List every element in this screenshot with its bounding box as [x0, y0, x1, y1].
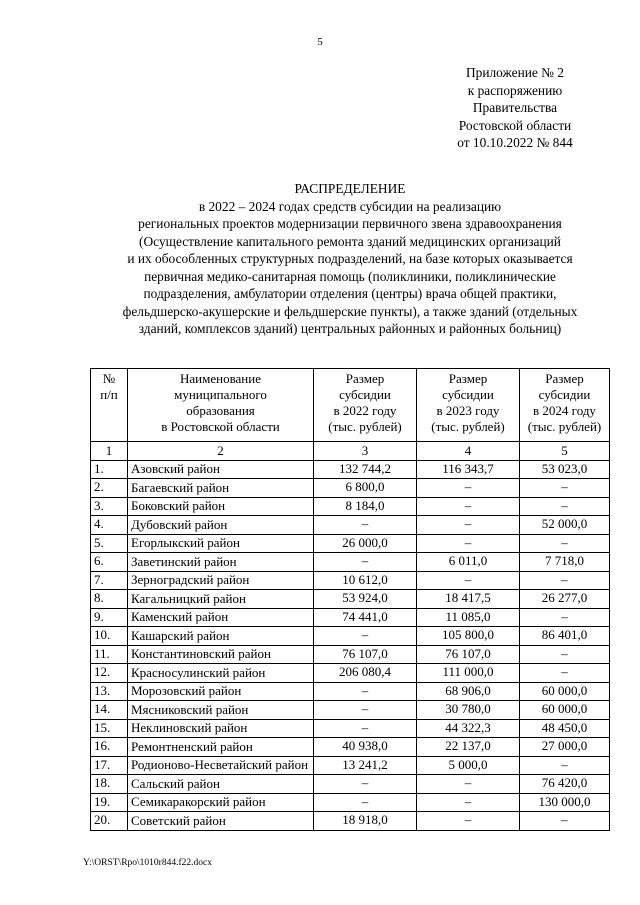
table-row: [91, 664, 610, 683]
subsidy-2024: –: [520, 664, 610, 683]
row-number: 13.: [91, 682, 128, 701]
table-row: [91, 719, 610, 738]
subsidy-2022: –: [314, 627, 417, 646]
appendix-line: от 10.10.2022 № 844: [457, 135, 573, 150]
subsidy-2023: 22 137,0: [417, 738, 520, 757]
subsidy-2023: –: [417, 775, 520, 794]
page-number: 5: [317, 36, 323, 48]
municipality-name: Заветинский район: [128, 553, 314, 572]
municipality-name: Азовский район: [128, 460, 314, 479]
subsidy-2024: –: [520, 756, 610, 775]
subsidy-2022: 132 744,2: [314, 460, 417, 479]
appendix-line: Ростовской области: [458, 117, 572, 133]
subsidy-2023: –: [417, 812, 520, 831]
subsidy-table: [90, 368, 610, 831]
header-cell-number: № п/п: [91, 369, 128, 442]
subsidy-2023: 44 322,3: [417, 719, 520, 738]
municipality-name: Сальский район: [128, 775, 314, 794]
subsidy-2023: –: [417, 793, 520, 812]
title-line: в 2022 – 2024 годах средств субсидии на реализацию: [198, 198, 502, 214]
municipality-name: Константиновский район: [128, 645, 314, 664]
appendix-line: Правительства: [472, 100, 558, 115]
column-number-row: [91, 442, 610, 461]
row-number: 11.: [91, 645, 128, 664]
table-row: [91, 553, 610, 572]
table-row: [91, 479, 610, 498]
table-row: [91, 793, 610, 812]
subsidy-2024: 7 718,0: [520, 553, 610, 572]
subsidy-2022: –: [314, 701, 417, 720]
subsidy-2024: –: [520, 608, 610, 627]
table-row: [91, 775, 610, 794]
subsidy-2024: –: [520, 812, 610, 831]
subsidy-2024: 130 000,0: [520, 793, 610, 812]
title-line: (Осуществление капитального ремонта зданий медицинских организаций: [139, 233, 561, 249]
table-row: [91, 645, 610, 664]
table-row: [91, 516, 610, 535]
title-line: зданий, комплексов зданий) центральных районных и районных больниц): [138, 321, 562, 336]
row-number: 2.: [91, 479, 128, 498]
subsidy-2023: –: [417, 516, 520, 535]
file-path-footer: Y:\ORST\Rpo\1010r844.f22.docx: [83, 858, 212, 868]
table-row: [91, 590, 610, 609]
title-line: подразделения, амбулатории отделения (центры) врача общей практики,: [143, 286, 557, 301]
table-row: [91, 756, 610, 775]
table-header-row: [91, 369, 610, 442]
row-number: 16.: [91, 738, 128, 757]
subsidy-2022: 53 924,0: [314, 590, 417, 609]
subsidy-2024: –: [520, 534, 610, 553]
row-number: 3.: [91, 497, 128, 516]
table-row: [91, 534, 610, 553]
subsidy-2024: 60 000,0: [520, 701, 610, 720]
appendix-block: [430, 64, 600, 152]
subsidy-2023: 76 107,0: [417, 645, 520, 664]
subsidy-2024: 48 450,0: [520, 719, 610, 738]
municipality-name: Кагальницкий район: [128, 590, 314, 609]
row-number: 1.: [91, 460, 128, 479]
row-number: 10.: [91, 627, 128, 646]
row-number: 15.: [91, 719, 128, 738]
subsidy-2023: 18 417,5: [417, 590, 520, 609]
subsidy-2023: 11 085,0: [417, 608, 520, 627]
subsidy-2024: –: [520, 571, 610, 590]
municipality-name: Родионово-Несветайский район: [128, 756, 314, 775]
table-body: [91, 460, 610, 830]
subsidy-2022: 18 918,0: [314, 812, 417, 831]
row-number: 17.: [91, 756, 128, 775]
table-row: [91, 738, 610, 757]
column-number: 5: [520, 442, 610, 461]
title-line: и их обособленных структурных подразделений, на базе которых оказывается: [127, 251, 573, 266]
subsidy-2022: –: [314, 553, 417, 572]
document-title: [70, 180, 630, 338]
subsidy-2024: 52 000,0: [520, 516, 610, 535]
table-row: [91, 460, 610, 479]
subsidy-2023: –: [417, 571, 520, 590]
subsidy-2023: 116 343,7: [417, 460, 520, 479]
subsidy-2022: 40 938,0: [314, 738, 417, 757]
row-number: 12.: [91, 664, 128, 683]
table-row: [91, 701, 610, 720]
row-number: 20.: [91, 812, 128, 831]
municipality-name: Зерноградский район: [128, 571, 314, 590]
subsidy-2022: –: [314, 516, 417, 535]
appendix-line: Приложение № 2: [465, 65, 565, 80]
table-row: [91, 608, 610, 627]
title-line: первичная медико-санитарная помощь (поликлиники, поликлинические: [144, 268, 556, 284]
row-number: 6.: [91, 553, 128, 572]
municipality-name: Кашарский район: [128, 627, 314, 646]
subsidy-2023: –: [417, 497, 520, 516]
subsidy-2022: 13 241,2: [314, 756, 417, 775]
subsidy-2022: –: [314, 793, 417, 812]
subsidy-2024: 60 000,0: [520, 682, 610, 701]
subsidy-2023: 105 800,0: [417, 627, 520, 646]
municipality-name: Морозовский район: [128, 682, 314, 701]
subsidy-2022: 6 800,0: [314, 479, 417, 498]
subsidy-2022: –: [314, 775, 417, 794]
header-cell-2022: Размер субсидии в 2022 году (тыс. рублей): [314, 369, 417, 442]
subsidy-2024: –: [520, 645, 610, 664]
municipality-name: Красносулинский район: [128, 664, 314, 683]
row-number: 18.: [91, 775, 128, 794]
subsidy-2023: 5 000,0: [417, 756, 520, 775]
row-number: 5.: [91, 534, 128, 553]
table-row: [91, 497, 610, 516]
subsidy-2024: 53 023,0: [520, 460, 610, 479]
municipality-name: Каменский район: [128, 608, 314, 627]
column-number: 2: [128, 442, 314, 461]
column-number: 3: [314, 442, 417, 461]
municipality-name: Егорлыкский район: [128, 534, 314, 553]
municipality-name: Боковский район: [128, 497, 314, 516]
subsidy-2023: –: [417, 479, 520, 498]
subsidy-2024: 86 401,0: [520, 627, 610, 646]
municipality-name: Багаевский район: [128, 479, 314, 498]
title-line: региональных проектов модернизации первичного звена здравоохранения: [138, 216, 562, 231]
subsidy-2022: 8 184,0: [314, 497, 417, 516]
appendix-line: к распоряжению: [467, 82, 563, 98]
subsidy-2022: 26 000,0: [314, 534, 417, 553]
column-number: 4: [417, 442, 520, 461]
subsidy-2022: –: [314, 719, 417, 738]
table-row: [91, 682, 610, 701]
subsidy-2023: 68 906,0: [417, 682, 520, 701]
table-row: [91, 812, 610, 831]
subsidy-2022: 76 107,0: [314, 645, 417, 664]
municipality-name: Дубовский район: [128, 516, 314, 535]
subsidy-2023: 6 011,0: [417, 553, 520, 572]
municipality-name: Ремонтненский район: [128, 738, 314, 757]
subsidy-2023: –: [417, 534, 520, 553]
subsidy-2022: 206 080,4: [314, 664, 417, 683]
row-number: 19.: [91, 793, 128, 812]
subsidy-2024: 26 277,0: [520, 590, 610, 609]
title-heading: РАСПРЕДЕЛЕНИЕ: [294, 181, 406, 196]
subsidy-2022: 74 441,0: [314, 608, 417, 627]
header-cell-municipality: Наименование муниципального образования в Ростовской области: [128, 369, 314, 442]
subsidy-2022: –: [314, 682, 417, 701]
header-cell-2024: Размер субсидии в 2024 году (тыс. рублей): [520, 369, 610, 442]
municipality-name: Советский район: [128, 812, 314, 831]
subsidy-2024: –: [520, 479, 610, 498]
title-line: фельдшерско-акушерские и фельдшерские пункты), а также зданий (отдельных: [122, 303, 578, 319]
row-number: 7.: [91, 571, 128, 590]
table-row: [91, 571, 610, 590]
subsidy-2023: 111 000,0: [417, 664, 520, 683]
row-number: 4.: [91, 516, 128, 535]
subsidy-2024: –: [520, 497, 610, 516]
municipality-name: Семикаракорский район: [128, 793, 314, 812]
subsidy-2022: 10 612,0: [314, 571, 417, 590]
header-cell-2023: Размер субсидии в 2023 году (тыс. рублей): [417, 369, 520, 442]
row-number: 9.: [91, 608, 128, 627]
subsidy-2024: 76 420,0: [520, 775, 610, 794]
column-number: 1: [91, 442, 128, 461]
table-row: [91, 627, 610, 646]
municipality-name: Мясниковский район: [128, 701, 314, 720]
municipality-name: Неклиновский район: [128, 719, 314, 738]
row-number: 8.: [91, 590, 128, 609]
subsidy-2023: 30 780,0: [417, 701, 520, 720]
subsidy-2024: 27 000,0: [520, 738, 610, 757]
row-number: 14.: [91, 701, 128, 720]
